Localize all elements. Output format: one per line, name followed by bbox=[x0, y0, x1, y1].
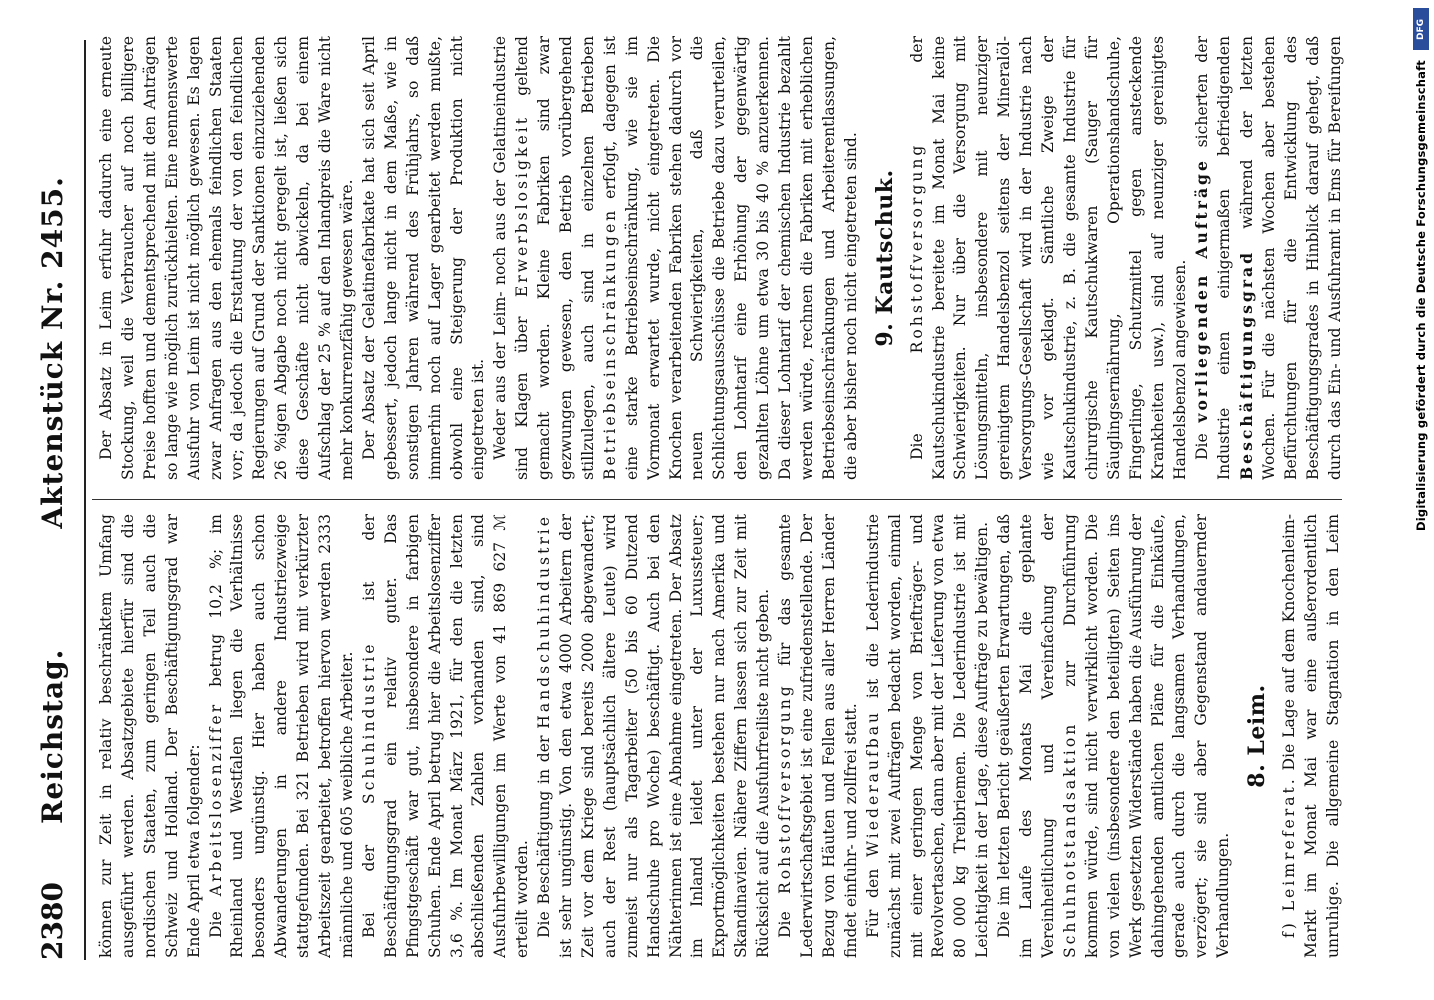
paragraph-text: der Kautschukindustrie bereitete im Monat Mai keine Schwierigkeiten. Nur über die Versorgung mit Lösungsmitteln, insbesondere mit neunziger gereinigtem Handelsbenzol seitens der Mineralöl-Versorgungs-Gesellschaft wird in der Industrie nach wie vor geklagt. Sämtliche Zweige der Kautschukindustrie, z. B. die gesamte Industrie für chirurgische Kautschukwaren (Sauger für Säuglingsernährung, Operationshandschuhe, Fingerlinge, Schutzmittel gegen ansteckende Krankheiten usw.), sind auf neunziger gereinigtes Handelsbenzol angewiesen. bbox=[907, 36, 1189, 480]
spaced-term: Rohstoffversorgung bbox=[907, 142, 926, 354]
spaced-term: Beschäftigungsgrad bbox=[1237, 249, 1257, 480]
paragraph bbox=[359, 514, 534, 958]
spaced-term: f) Leimreferat. bbox=[1280, 776, 1299, 938]
paragraph: Der Absatz der Gelatinefabrikate hat sich seit April gebessert, jedoch lange nicht in dem Maße, wie in sonstigen Jahren während des Frühjahrs, so daß immerhin noch auf Lager gearbeitet werden mußte, obwohl eine Steigerung der Produktion nicht eingetreten ist. bbox=[359, 36, 488, 480]
paragraph-text: ist die Lederindustrie zunächst mit zwei Aufträgen bedacht worden, einmal mit einer geringen Menge von Briefträger- und Revolvertaschen, dann aber mit der Lieferung von etwa 80 000 kg Treibriemen. Die Lederindustrie ist mit Leichtigkeit in der Lage, diese Aufträge zu bewältigen. bbox=[863, 514, 992, 958]
paragraph-text: Die bbox=[1193, 433, 1212, 460]
paragraph-text: zur Durchführung kommen würde, sind nicht verwirklicht worden. Die von vielen (insbesondere den beteiligten) Seiten ins Werk gesetzten Widerstände haben die Ausführung der dahingehenden amtlichen Pläne für die Einkäufe, gerade auch durch die langsamen Verhandlungen, verzögert; sie sind aber Gegenstand andauernder Verhandlungen. bbox=[1060, 514, 1233, 958]
section-heading-kautschuk: 9. Kautschuk. bbox=[871, 169, 898, 347]
page-header bbox=[30, 40, 76, 960]
spaced-term: Schuhindustrie bbox=[359, 641, 378, 805]
digitization-credit-strip bbox=[1408, 0, 1434, 1000]
paragraph bbox=[994, 514, 1235, 958]
paragraph-text: erfolgt, dagegen ist eine starke Betriebseinschränkung, wie sie im Vormonat erwartet wurde, nicht eingetreten. Die Knochen verarbeitenden Fabriken stehen dadurch vor neuen Schwierigkeiten, daß die Schlichtungsausschüsse die Betriebe dazu verurteilen, den Lohntarif eine Erhöhung der gegenwärtig gezahlten Löhne um etwa 30 bis 40 % anzuerkennen. Da dieser Lohntarif der chemischen Industrie bezahlt werden würde, rechnen die Fabriken mit erheblichen Betriebseinschränkungen und Arbeiterentlassungen, die aber bisher noch nicht eingetreten sind. bbox=[600, 36, 860, 480]
spaced-term: Erwerbslosigkeit bbox=[513, 115, 532, 298]
column-divider bbox=[92, 499, 1342, 500]
paragraph: Die Arbeitslosenziffer betrug 10,2 %; im Rheinland und Westfalen liegen die Verhältnisse besonders ungünstig. Hier haben auch schon Abwanderungen in andere Industriezweige stattgefunden. Bei 321 Betrieben wird mit verkürzter Arbeitszeit gearbeitet, betroffen hiervon werden 2333 männliche und 605 weibliche Arbeiter. bbox=[206, 514, 356, 958]
paragraph-text: Die bbox=[776, 911, 795, 938]
paragraph-text: ist der Beschäftigungsgrad ein relativ guter. Das Pfingstgeschäft war gut, insbesondere in farbigen Schuhen. Ende April betrug hier die Arbeitslosenziffer 3,6 %. Im Monat März 1921, für den die letzten abschließenden Zahlen vorhanden sind, sind Ausfuhrbewilligungen im Werte von 41 869 627 ℳ erteilt worden. bbox=[359, 514, 532, 958]
dfg-logo: DFG bbox=[1413, 8, 1429, 50]
spaced-term: Arbeitslosenziffer bbox=[206, 701, 225, 897]
paragraph bbox=[775, 514, 863, 958]
running-title-right: Aktenstück Nr. 2455. bbox=[36, 176, 69, 529]
paragraph-text: Die bbox=[907, 433, 926, 460]
spaced-term: Betriebseinschränkungen bbox=[600, 207, 619, 480]
paragraph bbox=[863, 514, 994, 958]
paragraph-text: Weder aus der Leim- noch aus der Gelatineindustrie sind Klagen über bbox=[491, 36, 532, 480]
section-heading-leim: 8. Leim. bbox=[1244, 684, 1271, 788]
paragraph-text: ist sehr ungünstig. Von den etwa 4000 Arbeitern der Zeit vor dem Kriege sind bereits 2000 abgewandert; auch der Rest (hauptsächlich ältere Leute) wird zumeist nur als Tagarbeiter (50 bis 60 Dutzend Handschuhe pro Woche) beschäftigt. Auch bei den Nähterinnen ist eine Abnahme eingetreten. Der Absatz im Inland leidet unter der Luxussteuer; Exportmöglichkeiten bestehen nur nach Amerika und Skandinavien. Nähere Ziffern lassen sich zur Zeit mit Rücksicht auf die Ausfuhrfreiliste nicht geben. bbox=[557, 514, 773, 958]
spaced-term: Schuhnotstandsaktion bbox=[1060, 721, 1079, 958]
spaced-term: Rohstoffversorgung bbox=[776, 683, 795, 894]
spaced-term: Wiederaufbau bbox=[863, 709, 882, 857]
paragraph: Der Absatz in Leim erfuhr dadurch eine erneute Stockung, weil die Verbraucher auf noch billigere Preise hofften und dementsprechend mit den Anträgen so lange wie möglich zurückhielten. Eine nennenswerte Ausfuhr von Leim ist nicht möglich gewesen. Es lagen zwar Anfragen aus den ehemals feindlichen Staaten vor; da jedoch die Erstattung der von den feindlichen Regierungen auf Grund der Sanktionen einzuziehenden 26 %igen Abgabe noch nicht geregelt ist, ließen sich diese Geschäfte nicht abwickeln, da bei einem Aufschlag der 25 % auf den Inlandpreis die Ware nicht mehr konkurrenzfähig gewesen wäre. bbox=[97, 36, 356, 480]
paragraph bbox=[1279, 514, 1346, 958]
spaced-term: Handschuhindustrie bbox=[535, 514, 554, 729]
paragraph bbox=[1191, 36, 1346, 480]
paragraph-text: für das gesamte Lederwirtschaftsgebiet ist eine zufriedenstellende. Der Bezug von Häuten und Fellen aus aller Herren Länder findet einfuhr- und zollfrei statt. bbox=[776, 514, 860, 958]
digitization-credit-text: Digitalisierung gefördert durch die Deutsche Forschungsgemeinschaft bbox=[1414, 60, 1428, 531]
paragraph bbox=[490, 36, 862, 480]
paragraph-text: betrug 10,2 %; im Rheinland und Westfalen liegen die Verhältnisse besonders ungünstig. Hier haben auch schon Abwanderungen in andere Industriezweige stattgefunden. Bei 321 Betrieben wird mit verkürzter Arbeitszeit gearbeitet, betroffen hiervon werden 2333 männliche und 605 weibliche Arbeiter. bbox=[206, 514, 356, 958]
paragraph bbox=[534, 514, 775, 958]
running-title bbox=[36, 40, 69, 960]
paragraph-text: sicherten der Industrie einen einigermaßen befriedigenden bbox=[1193, 36, 1234, 480]
right-column bbox=[96, 36, 1346, 480]
page-number: 2380 bbox=[36, 882, 69, 960]
paragraph-text: Die im letzten Bericht geäußerten Erwartungen, daß im Laufe des Monats Mai die geplante Vereinheitlichung und Vereinfachung der bbox=[995, 514, 1057, 958]
paragraph-text: Die Lage auf dem Knochenleim-Markt im Monat Mai war eine außerordentlich unruhige. Die allgemeine Stagnation in den Leim bbox=[1280, 514, 1342, 958]
paragraph bbox=[907, 36, 1192, 480]
paragraph-text: Die Beschäftigung in der bbox=[535, 735, 554, 938]
running-title-left: Reichstag. bbox=[36, 648, 69, 824]
paragraph-text: Für den bbox=[863, 868, 882, 938]
paragraph-text: Bei der bbox=[359, 844, 378, 938]
left-column bbox=[96, 514, 1346, 958]
paragraph: können zur Zeit in relativ beschränktem Umfang ausgeführt werden. Absatzgebiete hierfür sind die nordischen Staaten, zum geringen Teil auch die Schweiz und Holland. Der Beschäftigungsgrad war Ende April etwa folgender: bbox=[97, 514, 203, 958]
spaced-term: vorliegenden Aufträge bbox=[1192, 158, 1212, 423]
paragraph-text: während der letzten Wochen. Für die nächsten Wochen aber bestehen Befürchtungen für die Entwicklung des Beschäftigungsgrades in Hinblick darauf gehegt, daß durch das Ein- und Ausfuhramt in Ems für Bereifungen bbox=[1238, 36, 1344, 480]
header-rule bbox=[84, 40, 86, 960]
paragraph-text: geltend gemacht worden. Kleine Fabriken sind zwar gezwungen gewesen, den Betrieb vorübergehend stillzulegen, auch sind in einzelnen Betrieben bbox=[513, 36, 597, 480]
